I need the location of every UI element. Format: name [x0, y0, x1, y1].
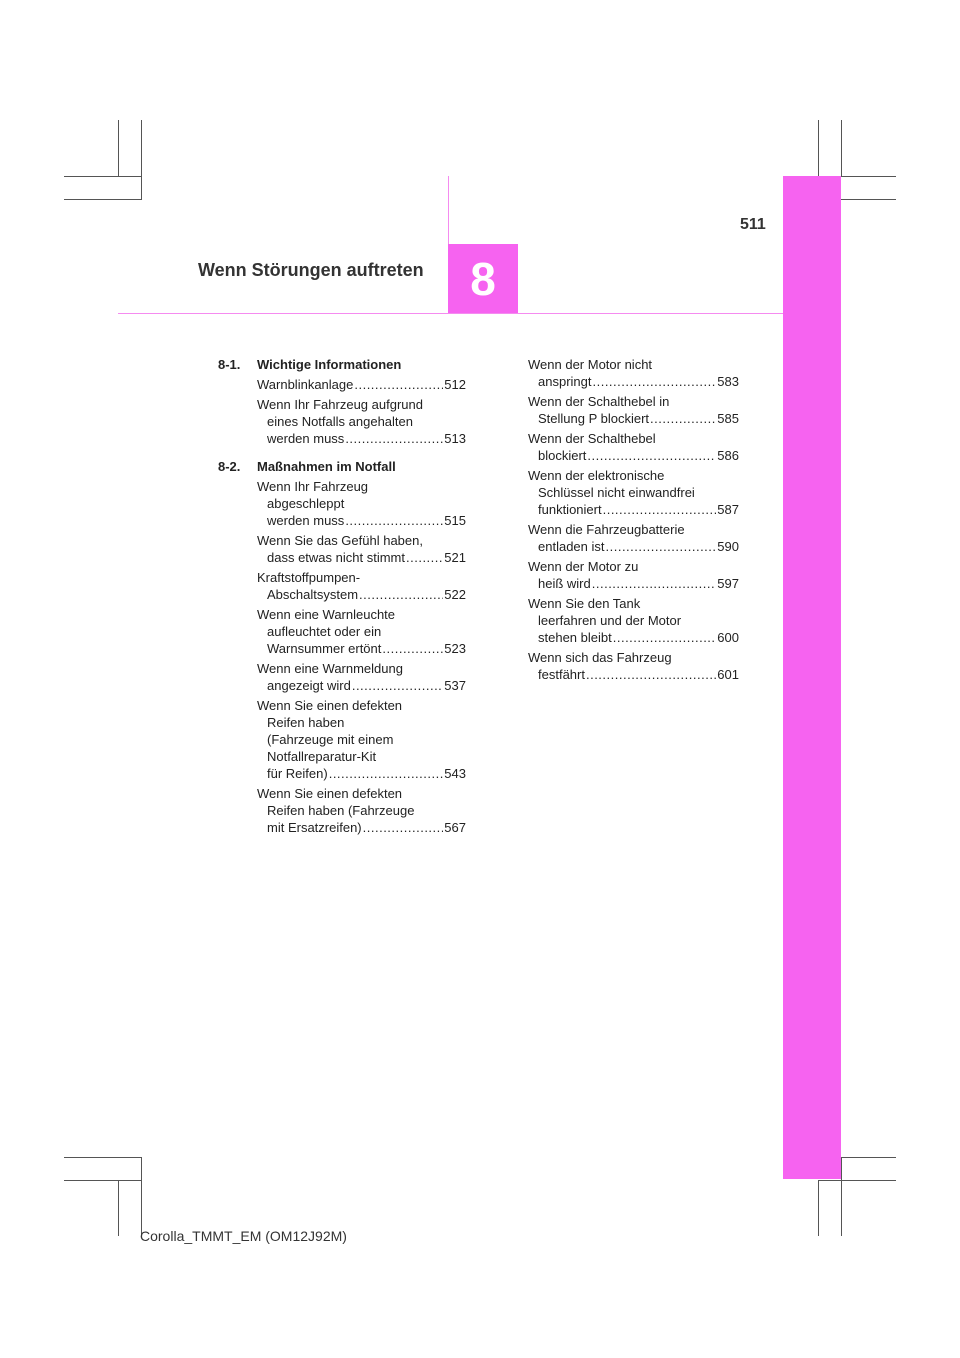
toc-entry-line — [257, 765, 466, 782]
toc-entry-text: für Reifen) — [267, 766, 328, 781]
toc-page-number: 597 — [717, 576, 739, 591]
toc-entry[interactable] — [257, 478, 466, 529]
toc-page-number: 537 — [444, 678, 466, 693]
chapter-divider-line — [448, 176, 449, 244]
section-number: 8-2. — [218, 459, 241, 474]
crop-mark — [118, 1180, 119, 1236]
toc-entry[interactable] — [528, 430, 739, 464]
toc-entry-line: (Fahrzeuge mit einem — [267, 732, 394, 747]
toc-page-number: 523 — [444, 641, 466, 656]
dot-leader — [406, 549, 443, 566]
toc-entry-line — [528, 629, 739, 646]
toc-column-left — [218, 356, 466, 839]
dot-leader — [613, 629, 717, 646]
crop-mark — [818, 1180, 896, 1181]
toc-entry-line: Wenn Sie einen defekten — [257, 786, 403, 801]
crop-mark — [64, 199, 141, 200]
dot-leader — [382, 640, 443, 657]
toc-page-number: 512 — [444, 377, 466, 392]
toc-entry-text: funktioniert — [538, 502, 602, 517]
toc-page-number: 543 — [444, 766, 466, 781]
toc-entry-text: mit Ersatzreifen) — [267, 820, 362, 835]
toc-entry-line — [528, 410, 739, 427]
toc-entry-line: Wenn der Motor zu — [528, 559, 639, 574]
dot-leader — [603, 501, 717, 518]
toc-entry-line — [528, 538, 739, 555]
toc-entry-line — [257, 549, 466, 566]
toc-entry-line: Wenn eine Warnleuchte — [257, 607, 396, 622]
toc-entry-line: Wenn Ihr Fahrzeug aufgrund — [257, 397, 423, 412]
toc-column-right — [528, 356, 739, 686]
toc-entry-text: werden muss — [267, 513, 345, 528]
toc-entry[interactable] — [257, 396, 466, 447]
toc-page-number: 600 — [717, 630, 739, 645]
crop-mark — [118, 120, 119, 176]
toc-entry-line — [257, 376, 466, 393]
toc-page-number: 567 — [444, 820, 466, 835]
toc-entry[interactable] — [257, 569, 466, 603]
toc-page-number: 515 — [444, 513, 466, 528]
chapter-title: Wenn Störungen auftreten — [198, 260, 424, 280]
dot-leader — [345, 512, 443, 529]
toc-entry-line — [528, 501, 739, 518]
toc-entry[interactable] — [257, 660, 466, 694]
toc-page-number: 585 — [717, 411, 739, 426]
dot-leader — [587, 447, 716, 464]
dot-leader — [354, 376, 443, 393]
dot-leader — [606, 538, 717, 555]
toc-entry-text: festfährt — [538, 667, 585, 682]
toc-page-number: 587 — [717, 502, 739, 517]
toc-entry-line: abgeschleppt — [267, 496, 345, 511]
toc-entry-text: heiß wird — [538, 576, 591, 591]
toc-entry-text: Stellung P blockiert — [538, 411, 650, 426]
crop-mark — [841, 120, 842, 176]
dot-leader — [650, 410, 716, 427]
crop-mark — [64, 176, 141, 177]
toc-entry-line — [528, 447, 739, 464]
dot-leader — [345, 430, 443, 447]
toc-entry-line — [257, 586, 466, 603]
toc-entry-line: Wenn der Schalthebel in — [528, 394, 670, 409]
toc-entry-line: Wenn die Fahrzeugbatterie — [528, 522, 685, 537]
toc-entry-line: Notfallreparatur-Kit — [267, 749, 377, 764]
toc-entry-line: Wenn sich das Fahrzeug — [528, 650, 672, 665]
document-footer: Corolla_TMMT_EM (OM12J92M) — [140, 1228, 347, 1244]
toc-entry-line — [257, 512, 466, 529]
toc-entry-text: blockiert — [538, 448, 587, 463]
toc-entry-list — [528, 356, 739, 683]
toc-page-number: 601 — [717, 667, 739, 682]
toc-entry[interactable] — [257, 606, 466, 657]
toc-entry-text: Abschaltsystem — [267, 587, 359, 602]
toc-entry-text: werden muss — [267, 431, 345, 446]
dot-leader — [363, 819, 444, 836]
section-title: Maßnahmen im Notfall — [257, 459, 396, 474]
toc-entry-line — [257, 430, 466, 447]
toc-entry-line: eines Notfalls angehalten — [267, 414, 413, 429]
toc-entry-line: Wenn Sie das Gefühl haben, — [257, 533, 423, 548]
dot-leader — [586, 666, 716, 683]
toc-entry-text: anspringt — [538, 374, 592, 389]
toc-section-heading — [218, 458, 466, 475]
toc-page-number: 590 — [717, 539, 739, 554]
toc-entry[interactable] — [528, 356, 739, 390]
toc-entry-line — [257, 677, 466, 694]
toc-entry-text: angezeigt wird — [267, 678, 351, 693]
crop-mark — [818, 1180, 819, 1236]
crop-mark — [64, 1157, 141, 1158]
toc-entry[interactable] — [257, 532, 466, 566]
section-title: Wichtige Informationen — [257, 357, 402, 372]
toc-entry-line — [528, 666, 739, 683]
toc-entry[interactable] — [257, 697, 466, 782]
toc-page-number: 583 — [717, 374, 739, 389]
toc-entry-list — [257, 478, 466, 836]
dot-leader — [352, 677, 443, 694]
toc-entry-text: Warnsummer ertönt — [267, 641, 382, 656]
crop-mark — [141, 1157, 142, 1236]
chapter-number: 8 — [470, 253, 496, 305]
chapter-tab — [448, 244, 518, 314]
crop-mark — [141, 120, 142, 200]
toc-section-heading — [218, 356, 466, 373]
toc-entry-line: Wenn der Schalthebel — [528, 431, 656, 446]
toc-entry-line: Wenn der Motor nicht — [528, 357, 653, 372]
toc-entry[interactable] — [257, 785, 466, 836]
crop-mark — [841, 1157, 842, 1236]
toc-entry-list — [257, 376, 466, 447]
toc-entry[interactable] — [528, 558, 739, 592]
toc-entry-line — [257, 640, 466, 657]
toc-entry-line: leerfahren und der Motor — [538, 613, 682, 628]
toc-page-number: 521 — [444, 550, 466, 565]
toc-entry-line: Reifen haben (Fahrzeuge — [267, 803, 415, 818]
toc-entry[interactable] — [528, 649, 739, 683]
toc-entry-text: dass etwas nicht stimmt — [267, 550, 405, 565]
dot-leader — [592, 373, 716, 390]
page-number: 511 — [740, 216, 766, 233]
toc-entry-text: stehen bleibt — [538, 630, 612, 645]
toc-page-number: 513 — [444, 431, 466, 446]
toc-entry[interactable] — [257, 376, 466, 393]
crop-mark — [841, 176, 896, 177]
toc-entry-line: Wenn der elektronische — [528, 468, 665, 483]
toc-page-number: 522 — [444, 587, 466, 602]
toc-entry-line — [528, 373, 739, 390]
toc-entry-line: Wenn Sie den Tank — [528, 596, 641, 611]
toc-entry-line: Reifen haben — [267, 715, 345, 730]
section-spacer — [218, 450, 466, 458]
toc-entry-line: Wenn Ihr Fahrzeug — [257, 479, 369, 494]
section-number: 8-1. — [218, 357, 241, 372]
toc-page-number: 586 — [717, 448, 739, 463]
toc-entry[interactable] — [528, 467, 739, 518]
dot-leader — [592, 575, 717, 592]
toc-entry-line: Wenn Sie einen defekten — [257, 698, 403, 713]
crop-mark — [64, 1180, 141, 1181]
dot-leader — [329, 765, 444, 782]
crop-mark — [841, 1157, 896, 1158]
toc-entry[interactable] — [528, 393, 739, 427]
header-rule — [118, 313, 783, 314]
toc-entry-line: Wenn eine Warnmeldung — [257, 661, 403, 676]
dot-leader — [359, 586, 443, 603]
toc-entry-text: entladen ist — [538, 539, 605, 554]
toc-entry-line — [528, 575, 739, 592]
toc-entry[interactable] — [528, 595, 739, 646]
chapter-side-bar — [783, 176, 841, 1179]
toc-entry-line: Schlüssel nicht einwandfrei — [538, 485, 695, 500]
toc-entry[interactable] — [528, 521, 739, 555]
toc-entry-line — [257, 819, 466, 836]
toc-entry-line: aufleuchtet oder ein — [267, 624, 382, 639]
toc-entry-line: Kraftstoffpumpen- — [257, 570, 361, 585]
toc-entry-text: Warnblinkanlage — [257, 377, 354, 392]
